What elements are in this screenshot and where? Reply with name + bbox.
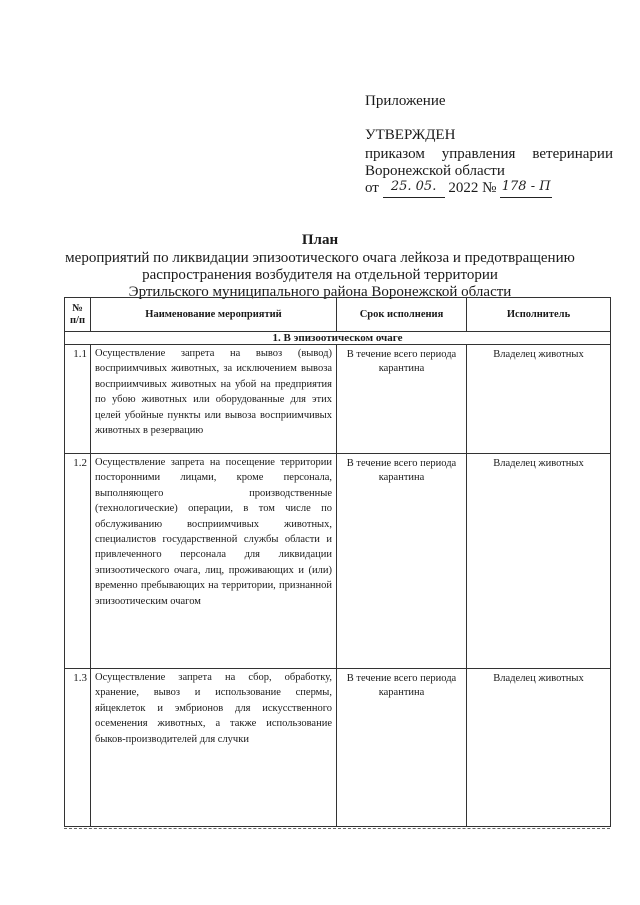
order-year: 2022 №	[448, 180, 497, 196]
order-number-underline	[500, 180, 552, 198]
table-row	[65, 454, 611, 669]
row-number: 1.1	[65, 345, 91, 454]
plan-title-line-1: мероприятий по ликвидации эпизоотического очага лейкоза и предотвращению	[65, 250, 575, 266]
row-description: Осуществление запрета на посещение территории посторонними лицами, кроме персонала, выполняющего производственные (технологические) операции, в том числе по обслуживанию восприимчивых животных, специалистов государственной службы области и привлеченного персонала для ликвидации эпизоотического очага, лиц, проживающих и (или) временно пребывающих на территории, признанной эпизоотическим очагом	[91, 454, 337, 669]
col-header-term: Срок исполнения	[337, 298, 467, 332]
order-date-line	[365, 180, 552, 198]
plan-title-line-3: Эртильского муниципального района Воронежской области	[128, 284, 512, 300]
row-number: 1.3	[65, 669, 91, 827]
handwritten-date: 25. 05.	[390, 179, 437, 194]
order-date-underline	[383, 180, 445, 198]
plan-table	[64, 297, 611, 827]
row-term: В течение всего периода карантина	[337, 669, 467, 827]
row-term: В течение всего периода карантина	[337, 345, 467, 454]
col-header-executor: Исполнитель	[467, 298, 611, 332]
row-number: 1.2	[65, 454, 91, 669]
plan-title-line-2: распространения возбудителя на отдельной территории	[142, 267, 498, 283]
section-row	[65, 332, 611, 345]
row-term: В течение всего периода карантина	[337, 454, 467, 669]
row-description: Осуществление запрета на вывоз (вывод) восприимчивых животных, за исключением вывоза восприимчивых животных на убой на предприятия по убою животных или оборудованные для этих целей убойные пункты или вывоза восприимчивых животных в резервацию	[91, 345, 337, 454]
row-executor: Владелец животных	[467, 669, 611, 827]
plan-heading: План	[301, 232, 339, 248]
order-line: приказом управления ветеринарии	[365, 146, 613, 162]
page-bottom-edge	[64, 828, 610, 829]
appendix-label: Приложение	[365, 93, 446, 109]
table-row	[65, 669, 611, 827]
region-line: Воронежской области	[365, 163, 505, 179]
row-description: Осуществление запрета на сбор, обработку, хранение, вывоз и использование спермы, яйцеклеток и эмбрионов для искусственного осеменения животных, а также использование быков-производителей для случки	[91, 669, 337, 827]
approved-label: УТВЕРЖДЕН	[365, 127, 456, 143]
handwritten-number: 178 - П	[501, 179, 551, 194]
col-header-num: № п/п	[65, 298, 91, 332]
row-executor: Владелец животных	[467, 345, 611, 454]
row-executor: Владелец животных	[467, 454, 611, 669]
table-row	[65, 345, 611, 454]
col-header-name: Наименование мероприятий	[91, 298, 337, 332]
table-header-row	[65, 298, 611, 332]
section-title: 1. В эпизоотическом очаге	[65, 332, 611, 345]
date-prefix: от	[365, 180, 379, 196]
